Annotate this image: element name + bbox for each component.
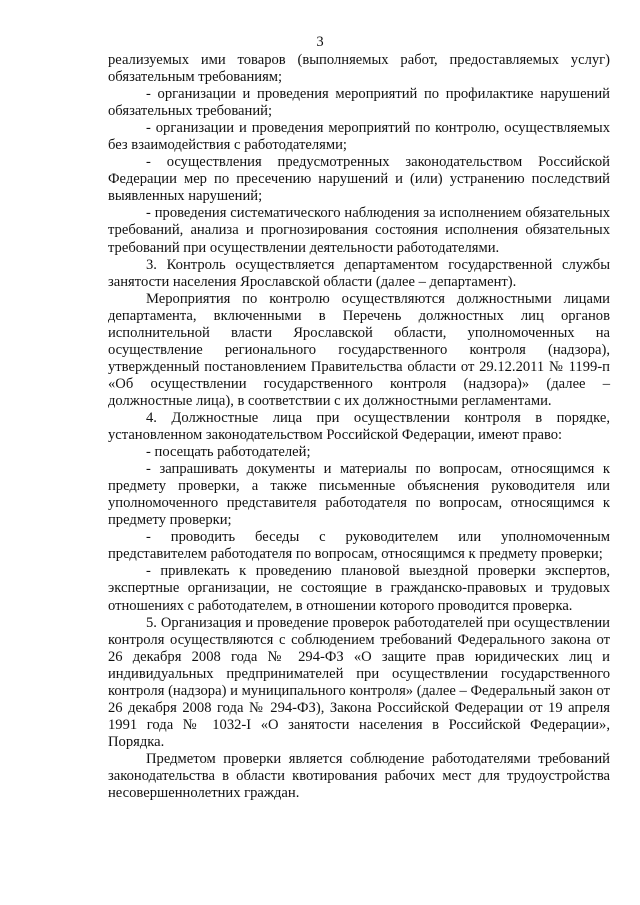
- paragraph-right-request: - запрашивать документы и материалы по вопросам, относящимся к предмету проверки, а также письменные объяснения руководителя или уполномоченного представителя работодателя по вопросам, относящимся к предмету проверки;: [108, 461, 610, 529]
- page-number: 3: [316, 34, 324, 50]
- paragraph-item-suppression: - осуществления предусмотренных законодательством Российской Федерации мер по пресечению нарушений и (или) устранению последствий выявленных нарушений;: [108, 154, 610, 205]
- paragraph-item-prevention: - организации и проведения мероприятий по профилактике нарушений обязательных требований;: [108, 86, 610, 120]
- paragraph-continuation: реализуемых ими товаров (выполняемых работ, предоставляемых услуг) обязательным требованиям;: [108, 52, 610, 86]
- paragraph-right-interview: - проводить беседы с руководителем или уполномоченным представителем работодателя по вопросам, относящимся к предмету проверки;: [108, 529, 610, 563]
- paragraph-right-experts: - привлекать к проведению плановой выездной проверки экспертов, экспертные организации, не состоящие в гражданско-правовых и трудовых отношениях с работодателем, в отношении которого проводится проверка.: [108, 563, 610, 614]
- paragraph-clause-3: 3. Контроль осуществляется департаментом государственной службы занятости населения Ярославской области (далее – департамент).: [108, 256, 610, 290]
- paragraph-item-observation: - проведения систематического наблюдения за исполнением обязательных требований, анализа и прогнозирования состояния исполнения обязательных требований при осуществлении деятельности работодателями.: [108, 205, 610, 256]
- paragraph-clause-5: 5. Организация и проведение проверок работодателей при осуществлении контроля осуществляются с соблюдением требований Федерального закона от 26 декабря 2008 года № 294-ФЗ «О защите прав юридических лиц и индивидуальных предпринимателей при осуществлении государственного контроля (надзора) и муниципального контроля» (далее – Федеральный закон от 26 декабря 2008 года № 294-ФЗ), Закона Российской Федерации от 19 апреля 1991 года № 1032-I «О занятости населения в Российской Федерации», Порядка.: [108, 614, 610, 750]
- paragraph-right-visit: - посещать работодателей;: [146, 444, 311, 461]
- paragraph-subject: Предметом проверки является соблюдение работодателями требований законодательства в области квотирования рабочих мест для трудоустройства несовершеннолетних граждан.: [108, 750, 610, 802]
- paragraph-item-control-measures: - организации и проведения мероприятий по контролю, осуществляемых без взаимодействия с работодателями;: [108, 120, 610, 154]
- body-text: [108, 52, 610, 802]
- paragraph-clause-4: 4. Должностные лица при осуществлении контроля в порядке, установленном законодательством Российской Федерации, имеют право:: [108, 409, 610, 444]
- paragraph-officials: Мероприятия по контролю осуществляются должностными лицами департамента, включенными в Перечень должностных лиц органов исполнительной власти Ярославской области, уполномоченных на осуществление регионального государственного контроля (надзора), утвержденный постановлением Правительства области от 29.12.2011 № 1199-п «Об осуществлении государственного контроля (надзора)» (далее – должностные лица), в соответствии с их должностными регламентами.: [108, 290, 610, 409]
